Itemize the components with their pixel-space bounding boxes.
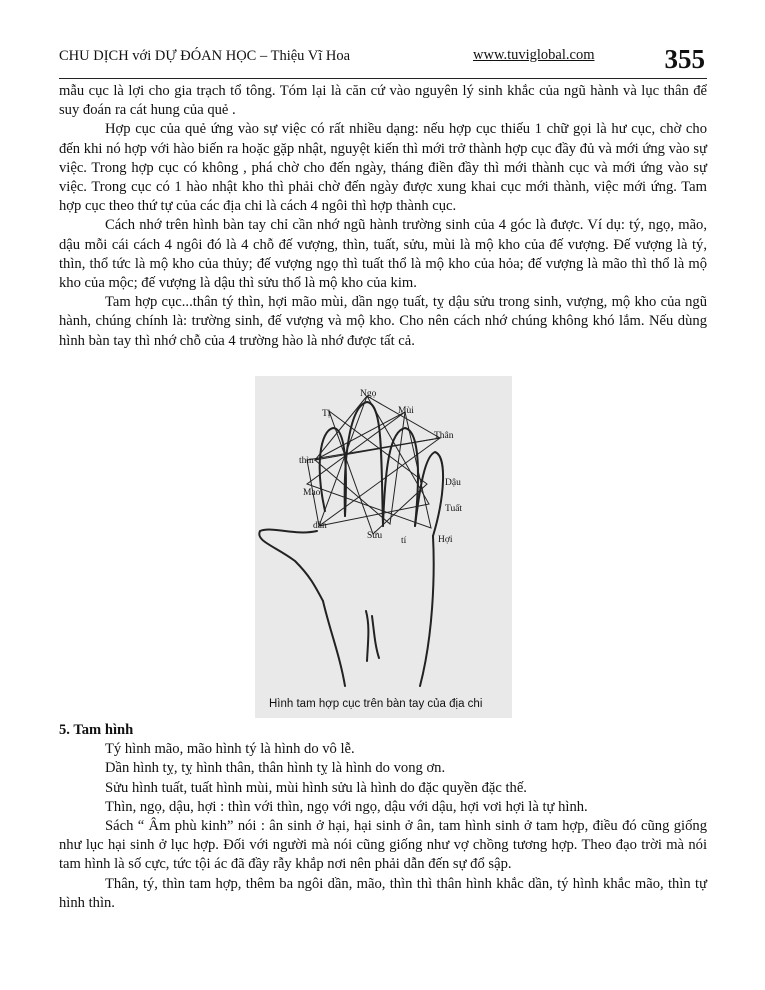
label-ngo: Ngọ <box>360 389 377 399</box>
label-suu: Sửu <box>367 531 383 541</box>
thumb <box>259 530 323 601</box>
page-header <box>59 44 707 79</box>
label-mao: Mạo <box>303 488 321 498</box>
website-link[interactable]: www.tuviglobal.com <box>473 47 595 63</box>
label-thin: thìn <box>299 456 314 466</box>
section-line: Tý hình mão, mão hình tý là hình do vô lễ. <box>105 741 355 758</box>
hand-diagram-figure <box>255 376 512 718</box>
triangle-connector <box>307 438 440 526</box>
body-text <box>59 82 707 351</box>
label-dau: Dậu <box>445 478 461 488</box>
hand-drawing <box>255 376 512 718</box>
wrist-line <box>372 616 379 658</box>
paragraph: Hợp cục của quẻ ứng vào sự việc có rất nhiều dạng: nếu hợp cục thiếu 1 chữ gọi là hư cục, chờ cho đến khi nó hợp với hào biến ra hoặc gặp nhật, nguyệt kiến thì mới trở thành hợp cục đầy đủ và mới ứng vào sự việc. Trong hợp cục có không , phá chờ cho đến ngày, tháng điền đầy thì mới thành cục và mới ứng vào sự việc. Trong cục có 1 hào nhật kho thì phải chờ đến ngày được xung khai cục mới thành, việc mới ứng. Tam hợp cục theo thứ tự của các địa chi là cách 4 ngôi thì hợp thành cục. <box>59 121 707 215</box>
page-number: 355 <box>664 44 705 74</box>
paragraph: Cách nhớ trên hình bàn tay chỉ cần nhớ ngũ hành trường sinh của 4 góc là được. Ví dụ: tý, ngọ, mão, dậu mỗi cái cách 4 ngôi đó là 4 chỗ đế vượng, thìn, tuất, sửu, mùi là mộ kho của đế vượng. Đế vượng là tý, thìn, thổ tức là mộ kho của thủy; đế vượng ngọ thì tuất thổ là mộ kho của hỏa; đế vượng là mão thì thổ là mộ kho của mộc; đế vượng là dậu thì sửu thổ là mộ kho của kim. <box>59 217 707 292</box>
palm-right-edge <box>420 536 434 686</box>
triangle-ti-dau-suu <box>329 411 427 534</box>
book-title: CHU DỊCH với DỰ ĐÓAN HỌC – Thiệu Vĩ Hoa <box>59 48 351 64</box>
label-hoi: Hợi <box>438 535 453 545</box>
section-tam-hinh <box>59 721 707 913</box>
label-dan: dần <box>313 521 327 531</box>
paragraph: Thân, tý, thìn tam hợp, thêm ba ngôi dần, mão, thìn thì thân hình khắc dần, tý hình khắc mão, thìn tự hình thìn. <box>59 875 707 911</box>
section-heading: 5. Tam hình <box>59 722 134 738</box>
wrist-line <box>366 611 368 661</box>
label-than: Thân <box>434 431 454 441</box>
label-ti: Tị <box>322 409 331 419</box>
paragraph: Sách “ Âm phù kinh” nói : ân sinh ở hại, hại sinh ở ân, tam hình sinh ở tam hợp, điều đó cũng giống như lục hại sinh ở lục hợp. Đối với người mà nói cũng giống như vợ chồng tương hợp. Theo đạo trời mà nói tam hình là số cực, tức tội ác đã đầy rẫy khắp nơi nên phải dẫn đến sự đổ sập. <box>59 818 707 873</box>
section-line: Thìn, ngọ, dậu, hợi : thìn với thìn, ngọ với ngọ, dậu với dậu, hợi vơi hợi là tự hình. <box>105 798 588 815</box>
label-ti-rat: tí <box>401 536 407 546</box>
paragraph: mẫu cục là lợi cho gia trạch tổ tông. Tóm lại là căn cứ vào nguyên lý sinh khắc của ngũ hành và lục thân để suy đoán ra cát hung của quẻ . <box>59 83 707 119</box>
paragraph: Tam hợp cục...thân tý thìn, hợi mão mùi, dần ngọ tuất, tỵ dậu sửu trong sinh, vượng, mộ kho của ngũ hành, chúng chính là: trường sinh, đế vượng và mộ kho. Cho nên cách nhớ chúng không khó lắm. Nếu dùng hình bàn tay thì nhớ chỗ của 4 trường hào là nhớ được tất cả. <box>59 294 707 349</box>
palm-left-edge <box>323 601 345 686</box>
label-tuat: Tuất <box>445 504 463 514</box>
label-mui: Mùi <box>398 406 414 416</box>
section-line: Sửu hình tuất, tuất hình mùi, mùi hình sửu là hình do đặc quyền đặc thế. <box>105 779 527 796</box>
figure-caption: Hình tam hợp cục trên bàn tay của địa chi <box>269 698 483 710</box>
section-line: Dần hình tỵ, tỵ hình thân, thân hình tỵ là hình do vong ơn. <box>105 760 446 777</box>
